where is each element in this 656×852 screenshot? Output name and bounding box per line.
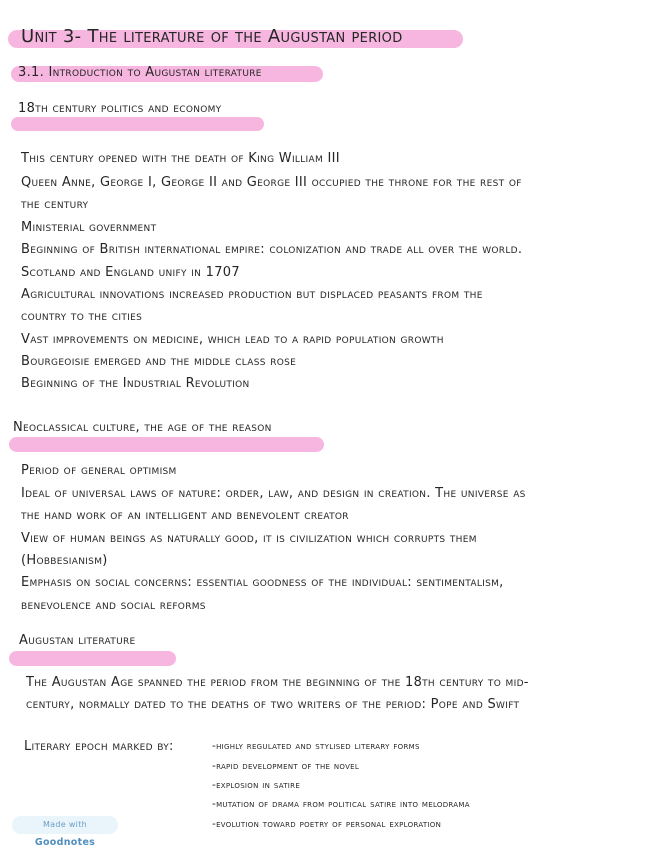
neoclassical-line: View of human beings as naturally good, it is civilization which corrupts them: [21, 531, 477, 546]
politics-highlight: [11, 117, 264, 131]
politics-line: Queen Anne, George I, George II and George III occupied the throne for the rest of: [21, 175, 522, 190]
neoclassical-line: Ideal of universal laws of nature: order, law, and design in creation. The universe as: [21, 486, 526, 501]
neoclassical-line: benevolence and social reforms: [21, 598, 206, 613]
politics-line: Beginning of the Industrial Revolution: [21, 376, 250, 391]
politics-heading: 18th century politics and economy: [18, 101, 222, 116]
page-title: Unit 3- The literature of the Augustan period: [21, 26, 403, 47]
politics-line: This century opened with the death of King William III: [21, 151, 340, 166]
epoch-item: -evolution toward poetry of personal exploration: [212, 818, 442, 830]
epoch-item: -highly regulated and stylised literary forms: [212, 740, 420, 752]
augustan-heading: Augustan literature: [19, 633, 136, 648]
neoclassical-highlight: [9, 437, 324, 452]
politics-line: Agricultural innovations increased production but displaced peasants from the: [21, 287, 483, 302]
augustan-line: century, normally dated to the deaths of two writers of the period: Pope and Swift: [26, 697, 520, 712]
augustan-line: The Augustan Age spanned the period from the beginning of the 18th century to mid-: [26, 675, 529, 690]
neoclassical-line: Emphasis on social concerns: essential goodness of the individual: sentimentalism,: [21, 575, 504, 590]
badge-brand: Goodnotes: [34, 837, 96, 848]
politics-line: the century: [21, 197, 89, 212]
section-title: 3.1. Introduction to Augustan literature: [18, 65, 262, 80]
politics-line: country to the cities: [21, 309, 143, 324]
epoch-item: -rapid development of the novel: [212, 760, 360, 772]
politics-line: Vast improvements on medicine, which lead to a rapid population growth: [21, 332, 444, 347]
politics-line: Scotland and England unify in 1707: [21, 265, 240, 280]
badge-prefix: Made with: [42, 820, 88, 829]
neoclassical-line: (Hobbesianism): [21, 553, 108, 568]
epoch-item: -mutation of drama from political satire into melodrama: [212, 798, 470, 810]
neoclassical-line: Period of general optimism: [21, 463, 177, 478]
goodnotes-badge[interactable]: [12, 816, 118, 848]
neoclassical-line: the hand work of an intelligent and benevolent creator: [21, 508, 349, 523]
epoch-item: -explosion in satire: [212, 779, 301, 791]
politics-line: Ministerial government: [21, 220, 157, 235]
augustan-highlight: [9, 651, 176, 666]
neoclassical-heading: Neoclassical culture, the age of the reason: [13, 420, 272, 435]
epoch-label: Literary epoch marked by:: [24, 739, 174, 754]
politics-line: Bourgeoisie emerged and the middle class rose: [21, 354, 297, 369]
politics-line: Beginning of British international empire: colonization and trade all over the world.: [21, 242, 523, 257]
